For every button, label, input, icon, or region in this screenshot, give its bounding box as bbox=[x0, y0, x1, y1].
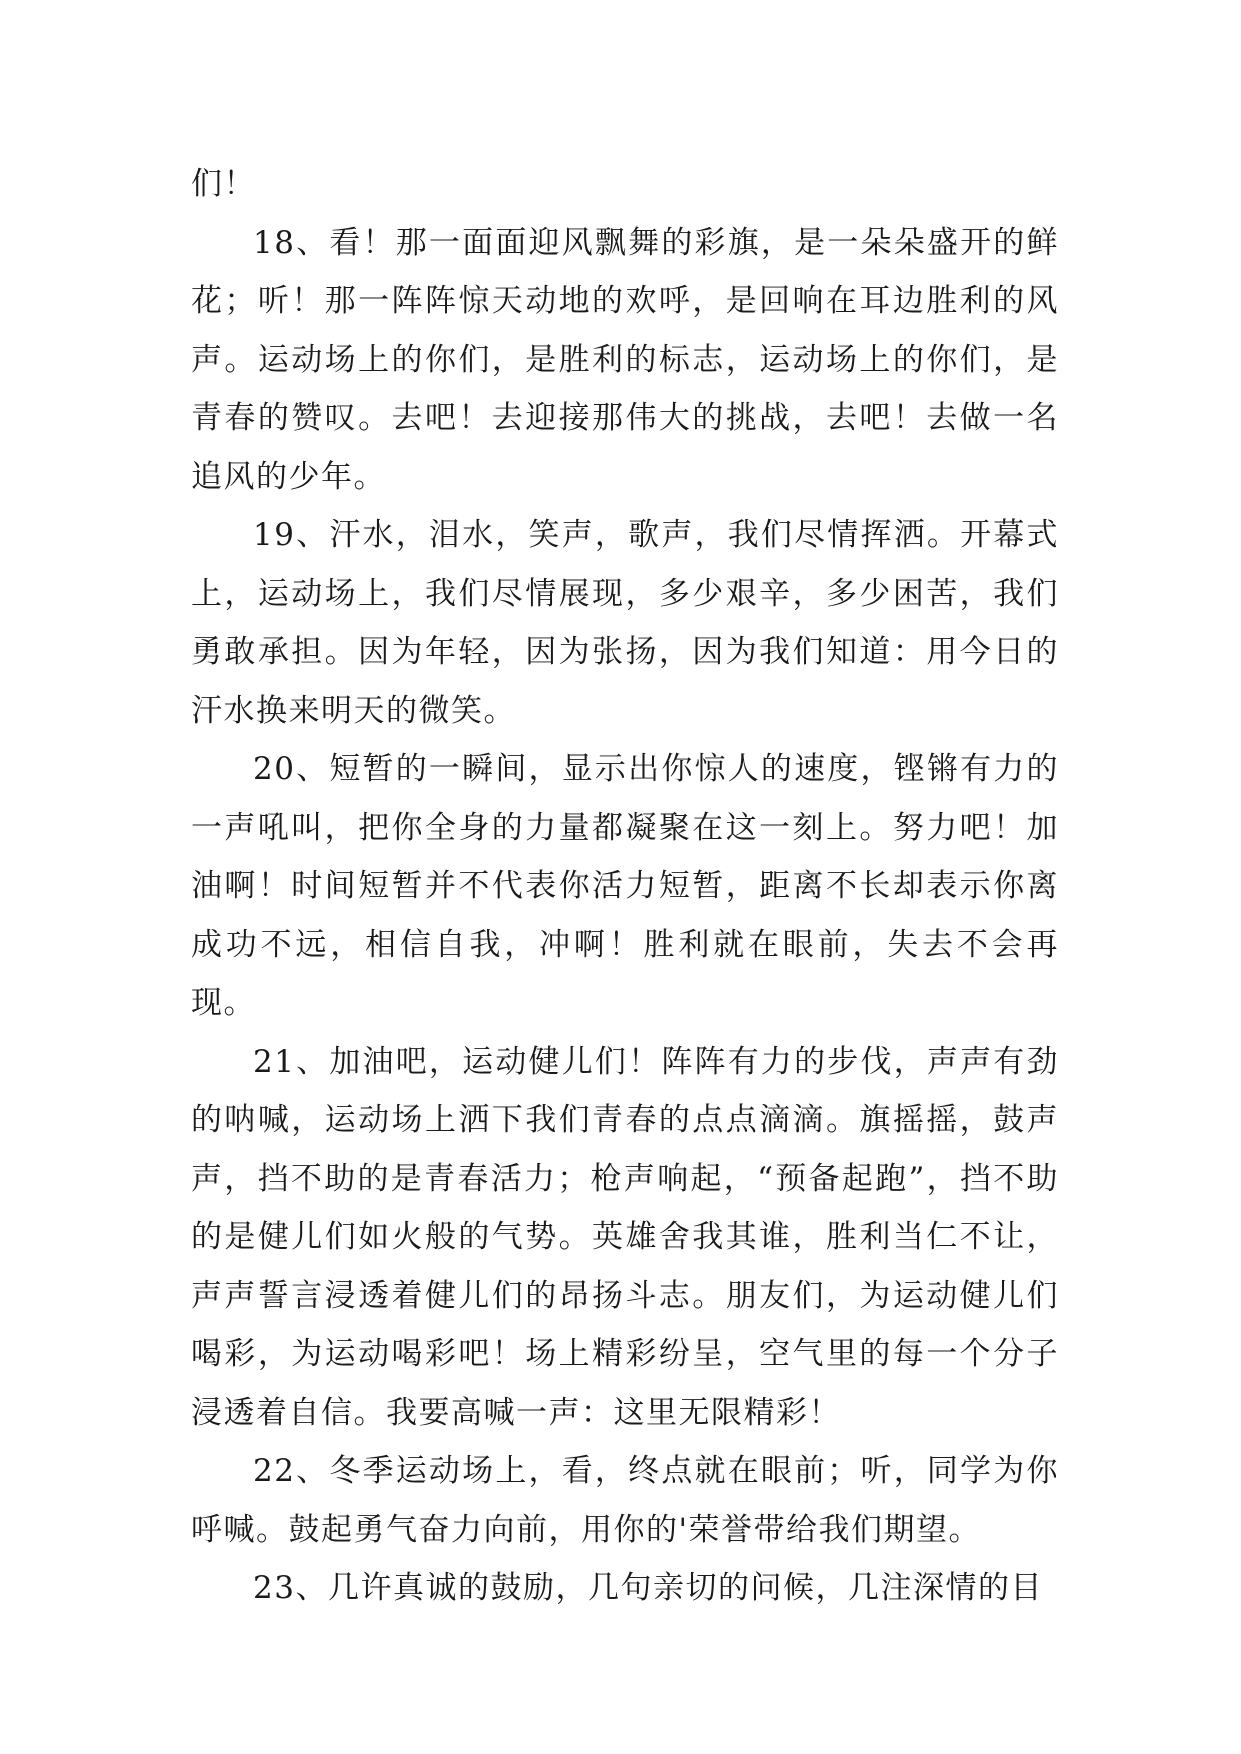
paragraph-20: 20、短暂的一瞬间，显示出你惊人的速度，铿锵有力的一声吼叫，把你全身的力量都凝聚在这一刻上。努力吧！加油啊！时间短暂并不代表你活力短暂，距离不长却表示你离成功不远，相信自我，冲啊！胜利就在眼前，失去不会再现。 bbox=[191, 751, 1059, 1021]
paragraph-18: 18、看！那一面面迎风飘舞的彩旗，是一朵朵盛开的鲜花；听！那一阵阵惊天动地的欢呼，是回响在耳边胜利的风声。运动场上的你们，是胜利的标志，运动场上的你们，是青春的赞叹。去吧！去迎接那伟大的挑战，去吧！去做一名追风的少年。 bbox=[191, 224, 1059, 495]
document-body bbox=[191, 155, 1059, 1618]
paragraph-22: 22、冬季运动场上，看，终点就在眼前；听，同学为你呼喊。鼓起勇气奋力向前，用你的'荣誉带给我们期望。 bbox=[191, 1453, 1059, 1548]
paragraph-continuation: 们！ bbox=[191, 166, 256, 202]
paragraph-23: 23、几许真诚的鼓励，几句亲切的问候，几注深情的目 bbox=[253, 1570, 1043, 1606]
paragraph-21: 21、加油吧，运动健儿们！阵阵有力的步伐，声声有劲的呐喊，运动场上洒下我们青春的点点滴滴。旗摇摇，鼓声声，挡不助的是青春活力；枪声响起，“预备起跑”，挡不助的是健儿们如火般的气势。英雄舍我其谁，胜利当仁不让，声声誓言浸透着健儿们的昂扬斗志。朋友们，为运动健儿们喝彩，为运动喝彩吧！场上精彩纷呈，空气里的每一个分子浸透着自信。我要高喊一声：这里无限精彩！ bbox=[191, 1043, 1059, 1431]
paragraph-19: 19、汗水，泪水，笑声，歌声，我们尽情挥洒。开幕式上，运动场上，我们尽情展现，多少艰辛，多少困苦，我们勇敢承担。因为年轻，因为张扬，因为我们知道：用今日的汗水换来明天的微笑。 bbox=[191, 517, 1059, 729]
